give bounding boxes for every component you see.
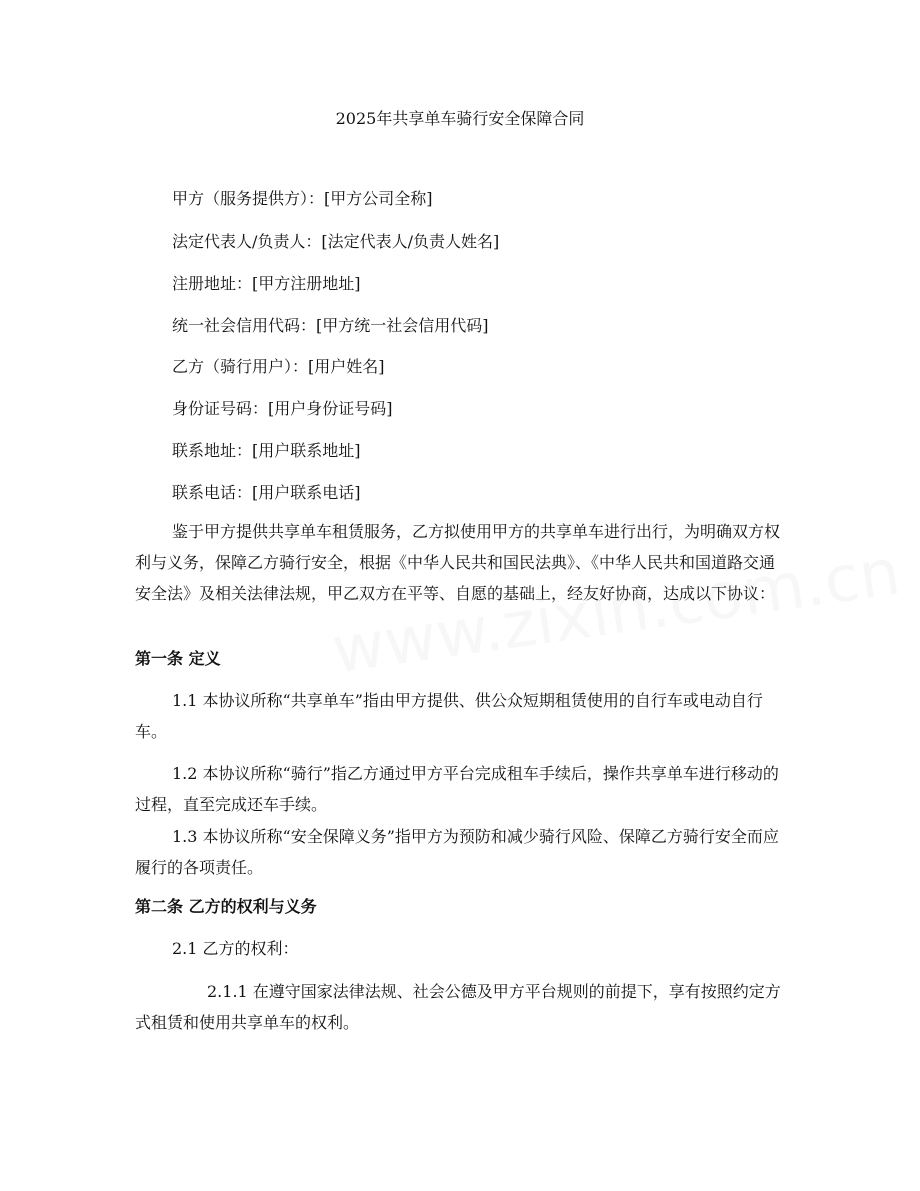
document-title: 2025年共享单车骑行安全保障合同	[335, 109, 585, 128]
party-a-name: 甲方（服务提供方）：[甲方公司全称]	[172, 189, 433, 208]
party-b-name: 乙方（骑行用户）：[用户姓名]	[172, 357, 385, 376]
article-2-heading: 第二条 乙方的权利与义务	[135, 897, 317, 916]
party-a-credit-code: 统一社会信用代码：[甲方统一社会信用代码]	[172, 316, 489, 335]
party-a-address: 注册地址：[甲方注册地址]	[172, 274, 361, 293]
party-b-id-number: 身份证号码：[用户身份证号码]	[172, 399, 393, 418]
clause-1-3: 1.3 本协议所称“安全保障义务”指甲方为预防和减少骑行风险、保障乙方骑行安全而应履行的各项责任。	[135, 827, 779, 877]
clause-1-2: 1.2 本协议所称“骑行”指乙方通过甲方平台完成租车手续后，操作共享单车进行移动的过程，直至完成还车手续。	[135, 764, 779, 814]
party-b-address: 联系地址：[用户联系地址]	[172, 441, 361, 460]
clause-1-1: 1.1 本协议所称“共享单车”指由甲方提供、供公众短期租赁使用的自行车或电动自行车。	[135, 691, 763, 741]
clause-2-1-1: 2.1.1 在遵守国家法律法规、社会公德及甲方平台规则的前提下，享有按照约定方式租赁和使用共享单车的权利。	[135, 982, 781, 1032]
clause-2-1-heading: 2.1 乙方的权利：	[172, 939, 299, 958]
party-b-phone: 联系电话：[用户联系电话]	[172, 483, 361, 502]
article-1-heading: 第一条 定义	[135, 649, 221, 668]
party-a-representative: 法定代表人/负责人：[法定代表人/负责人姓名]	[172, 232, 500, 251]
preamble-paragraph: 鉴于甲方提供共享单车租赁服务，乙方拟使用甲方的共享单车进行出行，为明确双方权利与义务，保障乙方骑行安全，根据《中华人民共和国民法典》、《中华人民共和国道路交通安全法》及相关法律法规，甲乙双方在平等、自愿的基础上，经友好协商，达成以下协议：	[135, 522, 781, 603]
